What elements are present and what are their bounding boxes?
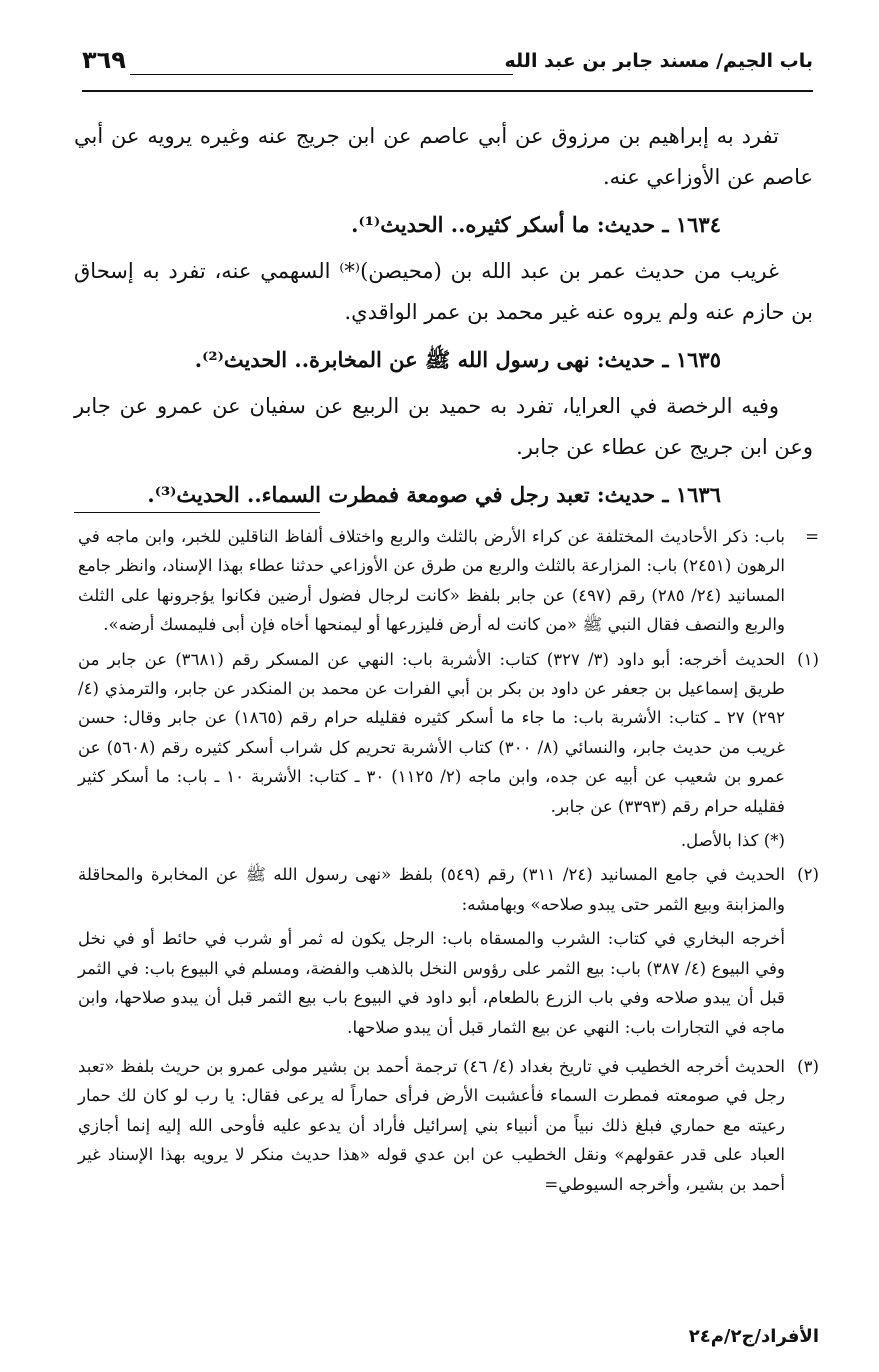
footnote-continuation-text: باب: ذكر الأحاديث المختلفة عن كراء الأرض بالثلث والربع واختلاف ألفاظ الناقلين للخبر، وابن ماجه في الرهون (٢٤٥١) باب: المزارعة بالثلث والربع من طرق عن الأوزاعي حدثنا عطاء بهذا الإسناد، وانظر جامع المسانيد (٢٤/ ٢٨٥) رقم (٤٩٧) عن جابر بلفظ «كانت لرجال فضول أرضين فكانوا يؤجرونها على الثلث والربع والنصف فقال النبي ﷺ «من كانت له أرض فليزرعها أو ليمنحها أخاه فإن أبى فليمسك أرضه». (78, 527, 786, 635)
header-thin-rule (130, 74, 513, 75)
main-text (74, 116, 813, 521)
paragraph-3: وفيه الرخصة في العرايا، تفرد به حميد بن الربيع عن سفيان عن عمرو عن جابر وعن ابن جريج عن عطاء عن جابر. (74, 394, 813, 459)
running-header (82, 46, 813, 90)
footnote-2-body (78, 860, 785, 1046)
footnote-1 (78, 645, 819, 821)
running-title: باب الجيم/ مسند جابر بن عبد الله (504, 50, 813, 72)
hadith-1634: ١٦٣٤ ـ حديث: ما أسكر كثيره.. الحديث⁽¹⁾. (351, 212, 721, 237)
continuation-marker: = (805, 527, 819, 546)
footnote-2-text-a: الحديث في جامع المسانيد (٢٤/ ٣١١) رقم (٥٤٩) بلفظ «نهى رسول الله ﷺ عن المخابرة والمحاقلة والمزابنة وبيع الثمر حتى يبدو صلاحه» وبهامشه: (78, 865, 785, 914)
hadith-1635: ١٦٣٥ ـ حديث: نهى رسول الله ﷺ عن المخابرة.. الحديث⁽²⁾. (194, 347, 721, 372)
footnote-2 (78, 860, 819, 1046)
footnote-3-marker: (٣) (797, 1056, 819, 1076)
footnote-1-marker: (١) (797, 649, 819, 669)
page-number: ٣٦٩ (82, 46, 126, 74)
footnote-1-text: الحديث أخرجه: أبو داود (٣/ ٣٢٧) كتاب: الأشربة باب: النهي عن المسكر رقم (٣٦٨١) عن جابر من طريق إسماعيل بن جعفر عن داود بن بكر بن أبي الفرات عن محمد بن المنكدر عن جابر، والترمذي (٤/ ٢٩٢) ٢٧ ـ كتاب: الأشربة باب: ما جاء ما أسكر كثيره فقليله حرام رقم (١٨٦٥) عن جابر وقال: حسن غريب من حديث جابر، والنسائي (٨/ ٣٠٠) كتاب الأشربة تحريم كل شراب أسكر كثيره رقم (٥٦٠٨) عن عمرو بن شعيب عن أبيه عن جده، وابن ماجه (٢/ ١١٢٥) ٣٠ ـ كتاب: الأشربة ١٠ ـ باب: ما أسكر كثير فقليله حرام رقم (٣٣٩٣) عن جابر. (78, 649, 785, 816)
footnote-2-marker: (٢) (797, 865, 819, 885)
footnote-continuation (78, 522, 819, 640)
hadith-1636: ١٦٣٦ ـ حديث: تعبد رجل في صومعة فمطرت السماء.. الحديث⁽³⁾. (147, 482, 721, 507)
signature-mark: الأفراد/ج٢/م٢٤ (688, 1326, 819, 1347)
paragraph-1: تفرد به إبراهيم بن مرزوق عن أبي عاصم عن ابن جريج عنه وغيره يرويه عن أبي عاصم عن الأوزاعي عنه. (74, 124, 813, 189)
header-rule (82, 90, 813, 92)
paragraph-2: غريب من حديث عمر بن عبد الله بن (محيصن)⁽*⁾ السهمي عنه، تفرد به إسحاق بن حازم عنه ولم يروه عنه غير محمد بن عمر الواقدي. (74, 259, 813, 324)
footnote-star: (*) كذا بالأصل. (680, 831, 785, 851)
footnote-separator (74, 512, 320, 513)
footnote-3-text: الحديث أخرجه الخطيب في تاريخ بغداد (٤/ ٤٦) ترجمة أحمد بن بشير مولى عمرو بن حريث بلفظ «تعبد رجل في صومعته فمطرت السماء فأعشبت الأرض فرأى حماراً له يرعى فقال: يا رب لو كان لك حمار رعيته مع حماري فبلغ ذلك نبياً من أنبياء بني إسرائيل فأراد أن يدعو عليه فأوحى الله إليه إنما أجازي العباد على قدر عقولهم» ونقل الخطيب عن ابن عدي قوله «هذا حديث منكر لا يرويه بهذا الإسناد غير أحمد بن بشير، وأخرجه السيوطي= (78, 1056, 785, 1194)
footnote-3 (78, 1052, 819, 1199)
footnote-2-text-b: أخرجه البخاري في كتاب: الشرب والمسقاه باب: الرجل يكون له ثمر أو شرب في حائط أو في نخل وفي البيوع (٤/ ٣٨٧) باب: بيع الثمر على رؤوس النخل بالذهب والفضة، ومسلم في البيوع باب: في الثمر قبل أن يبدو صلاحه وفي باب الزرع بالطعام، أبو داود في البيوع باب بيع الثمر قبل أن يبدو صلاحها، وابن ماجه في التجارات باب: النهي عن بيع الثمار قبل أن يبدو صلاحها. (78, 929, 785, 1037)
footnotes (78, 522, 819, 1204)
